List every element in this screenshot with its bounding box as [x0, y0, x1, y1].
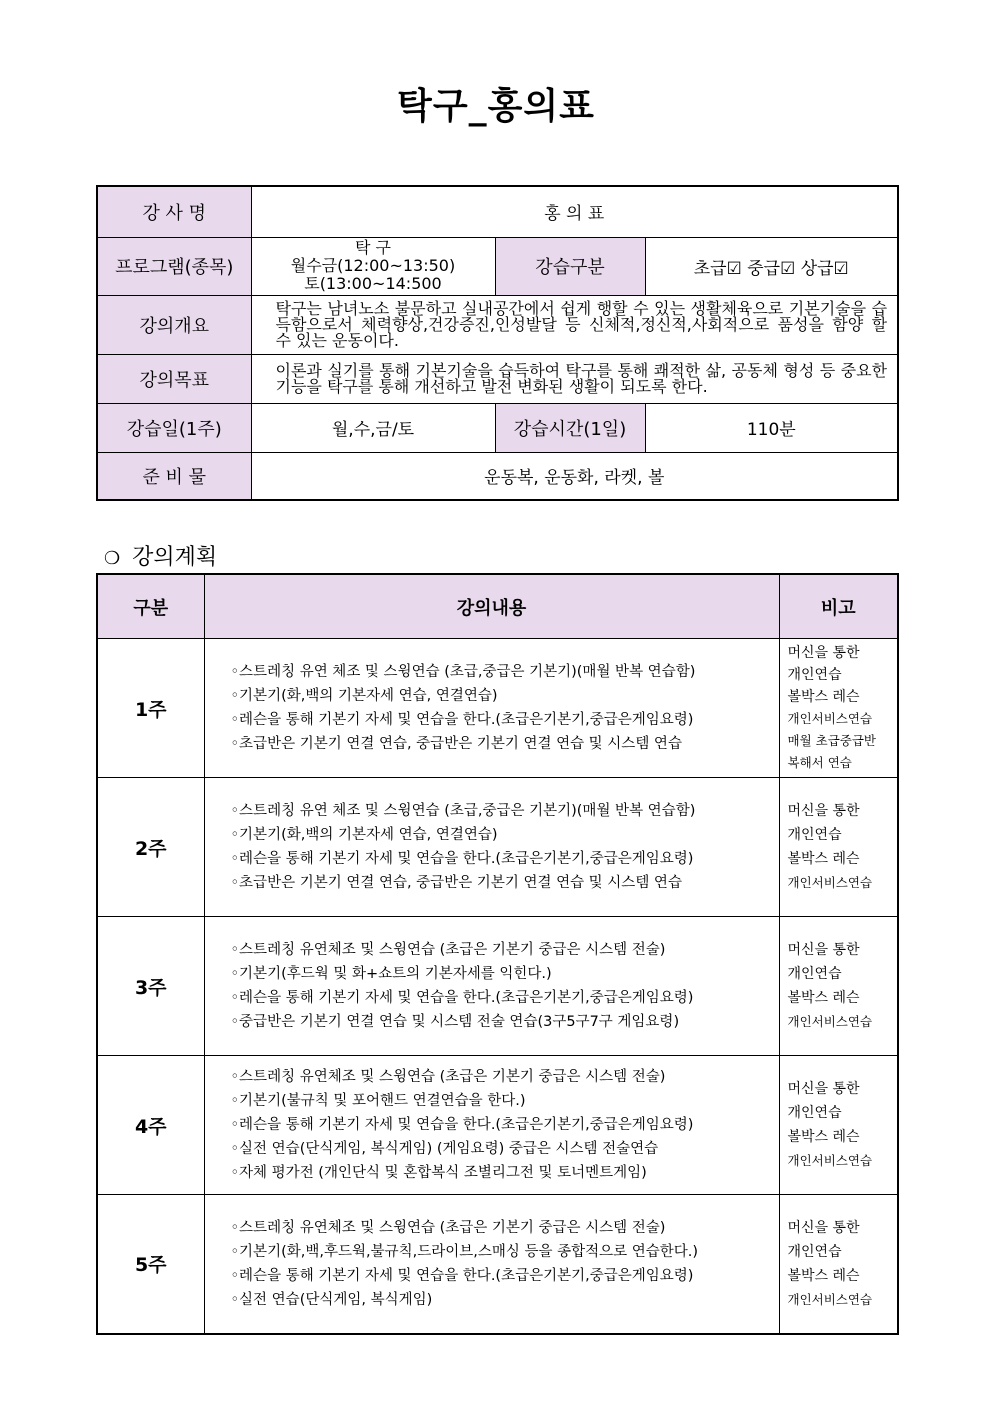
note-line: 개인서비스연습 — [787, 711, 873, 726]
prep-label: 준 비 물 — [97, 452, 251, 500]
content-line: ◦자체 평가전 (개인단식 및 혼합복식 조별리그전 및 토너멘트게임) — [230, 1165, 647, 1181]
note-line: 개인연습 — [787, 966, 842, 982]
week-content — [204, 1195, 779, 1334]
content-line: ◦레슨을 통해 기본기 자세 및 연습을 한다.(초급은기본기,중급은게임요령) — [230, 712, 694, 728]
note-line: 머신을 통한 — [787, 803, 860, 819]
lecture-plan-table — [96, 573, 899, 1335]
note-line: 볼박스 레슨 — [787, 990, 860, 1006]
content-line: ◦스트레칭 유연체조 및 스윙연습 (초급은 기본기 중급은 시스템 전술) — [230, 1219, 666, 1236]
plan-row-week-3 — [97, 917, 898, 1056]
overview-value: 탁구는 남녀노소 불문하고 실내공간에서 쉽게 행할 수 있는 생활체육으로 기본기술을 습득함으로서 체력향상,건강증진,인성발달 등 신체적,정신적,사회적으로 품성을 함양 할 수 있는 운동이다. — [251, 295, 898, 354]
note-line: 복해서 연습 — [787, 755, 852, 770]
goal-value: 이론과 실기를 통해 기본기술을 습득하여 탁구를 통해 쾌적한 삶, 공동체 형성 등 중요한 기능을 탁구를 통해 개선하고 발전 변화된 생활이 되도록 한다. — [251, 354, 898, 403]
content-line: ◦기본기(화,백의 기본자세 연습, 연결연습) — [230, 688, 498, 704]
circle-bullet-icon: ❍ — [104, 548, 121, 569]
week-notes — [779, 1195, 898, 1334]
content-line: ◦스트레칭 유연체조 및 스윙연습 (초급은 기본기 중급은 시스템 전술) — [230, 1069, 666, 1085]
program-sport: 탁 구 — [355, 238, 391, 257]
level-label: 강습구분 — [495, 237, 645, 295]
note-line: 개인서비스연습 — [787, 875, 873, 890]
note-line: 볼박스 레슨 — [787, 1129, 860, 1145]
section-heading — [104, 540, 217, 571]
week-content — [204, 778, 779, 917]
content-line: ◦스트레칭 유연 체조 및 스윙연습 (초급,중급은 기본기)(매월 반복 연습함) — [230, 803, 696, 819]
goal-label: 강의목표 — [97, 354, 251, 403]
content-line: ◦스트레칭 유연 체조 및 스윙연습 (초급,중급은 기본기)(매월 반복 연습함) — [230, 664, 696, 680]
content-line: ◦초급반은 기본기 연결 연습, 중급반은 기본기 연결 연습 및 시스템 연습 — [230, 875, 682, 891]
week-content — [204, 639, 779, 778]
note-line: 개인서비스연습 — [787, 1291, 873, 1307]
level-value: 초급☑ 중급☑ 상급☑ — [645, 237, 898, 295]
content-line: ◦실전 연습(단식게임, 복식게임) — [230, 1291, 433, 1308]
note-line: 개인연습 — [787, 827, 842, 843]
week-notes — [779, 639, 898, 778]
course-info-table — [96, 185, 899, 501]
content-line: ◦중급반은 기본기 연결 연습 및 시스템 전술 연습(3구5구7구 게임요령) — [230, 1014, 680, 1030]
note-line: 볼박스 레슨 — [787, 689, 860, 705]
page-title: 탁구_홍의표 — [397, 86, 595, 127]
overview-label: 강의개요 — [97, 295, 251, 354]
week-content — [204, 917, 779, 1056]
week-label: 1주 — [97, 639, 204, 778]
note-line: 개인서비스연습 — [787, 1153, 873, 1168]
days-label: 강습일(1주) — [97, 403, 251, 452]
note-line: 머신을 통한 — [787, 645, 860, 661]
plan-row-week-4 — [97, 1056, 898, 1195]
content-line: ◦레슨을 통해 기본기 자세 및 연습을 한다.(초급은기본기,중급은게임요령) — [230, 851, 694, 867]
instructor-value: 홍 의 표 — [251, 186, 898, 237]
content-line: ◦레슨을 통해 기본기 자세 및 연습을 한다.(초급은기본기,중급은게임요령) — [230, 1267, 694, 1284]
content-line: ◦스트레칭 유연체조 및 스윙연습 (초급은 기본기 중급은 시스템 전술) — [230, 942, 666, 958]
time-value: 110분 — [645, 403, 898, 452]
content-line: ◦기본기(후드웍 및 화+쇼트의 기본자세를 익힌다.) — [230, 966, 552, 982]
prep-value: 운동복, 운동화, 라켓, 볼 — [251, 452, 898, 500]
week-notes — [779, 778, 898, 917]
note-line: 머신을 통한 — [787, 942, 860, 958]
plan-row-week-2 — [97, 778, 898, 917]
program-label: 프로그램(종목) — [97, 237, 251, 295]
content-line: ◦레슨을 통해 기본기 자세 및 연습을 한다.(초급은기본기,중급은게임요령) — [230, 1117, 694, 1133]
note-line: 머신을 통한 — [787, 1219, 860, 1236]
note-line: 개인연습 — [787, 1243, 842, 1260]
note-line: 개인서비스연습 — [787, 1014, 873, 1029]
week-label: 5주 — [97, 1195, 204, 1334]
days-value: 월,수,금/토 — [251, 403, 495, 452]
content-line: ◦초급반은 기본기 연결 연습, 중급반은 기본기 연결 연습 및 시스템 연습 — [230, 736, 682, 752]
note-line: 개인연습 — [787, 667, 842, 683]
week-label: 3주 — [97, 917, 204, 1056]
week-content — [204, 1056, 779, 1195]
section-title: 강의계획 — [132, 545, 218, 570]
week-notes — [779, 917, 898, 1056]
plan-header-notes: 비고 — [779, 574, 898, 639]
note-line: 볼박스 레슨 — [787, 851, 860, 867]
week-label: 4주 — [97, 1056, 204, 1195]
program-weekday-time: 월수금(12:00~13:50) — [290, 256, 456, 275]
plan-header-week: 구분 — [97, 574, 204, 639]
note-line: 매월 초급중급반 — [787, 733, 876, 748]
plan-row-week-5 — [97, 1195, 898, 1334]
note-line: 머신을 통한 — [787, 1081, 860, 1097]
note-line: 개인연습 — [787, 1105, 842, 1121]
program-saturday-time: 토(13:00~14:500 — [304, 274, 442, 293]
content-line: ◦레슨을 통해 기본기 자세 및 연습을 한다.(초급은기본기,중급은게임요령) — [230, 990, 694, 1006]
week-label: 2주 — [97, 778, 204, 917]
content-line: ◦기본기(불규칙 및 포어핸드 연결연습을 한다.) — [230, 1093, 526, 1109]
plan-header-content: 강의내용 — [204, 574, 779, 639]
week-notes — [779, 1056, 898, 1195]
content-line: ◦기본기(화,백,후드웍,불규칙,드라이브,스매싱 등을 종합적으로 연습한다.) — [230, 1243, 699, 1260]
note-line: 볼박스 레슨 — [787, 1267, 860, 1284]
instructor-label: 강 사 명 — [97, 186, 251, 237]
content-line: ◦기본기(화,백의 기본자세 연습, 연결연습) — [230, 827, 498, 843]
plan-row-week-1 — [97, 639, 898, 778]
content-line: ◦실전 연습(단식게임, 복식게임) (게임요령) 중급은 시스템 전술연습 — [230, 1141, 659, 1157]
program-value — [251, 237, 495, 295]
time-label: 강습시간(1일) — [495, 403, 645, 452]
